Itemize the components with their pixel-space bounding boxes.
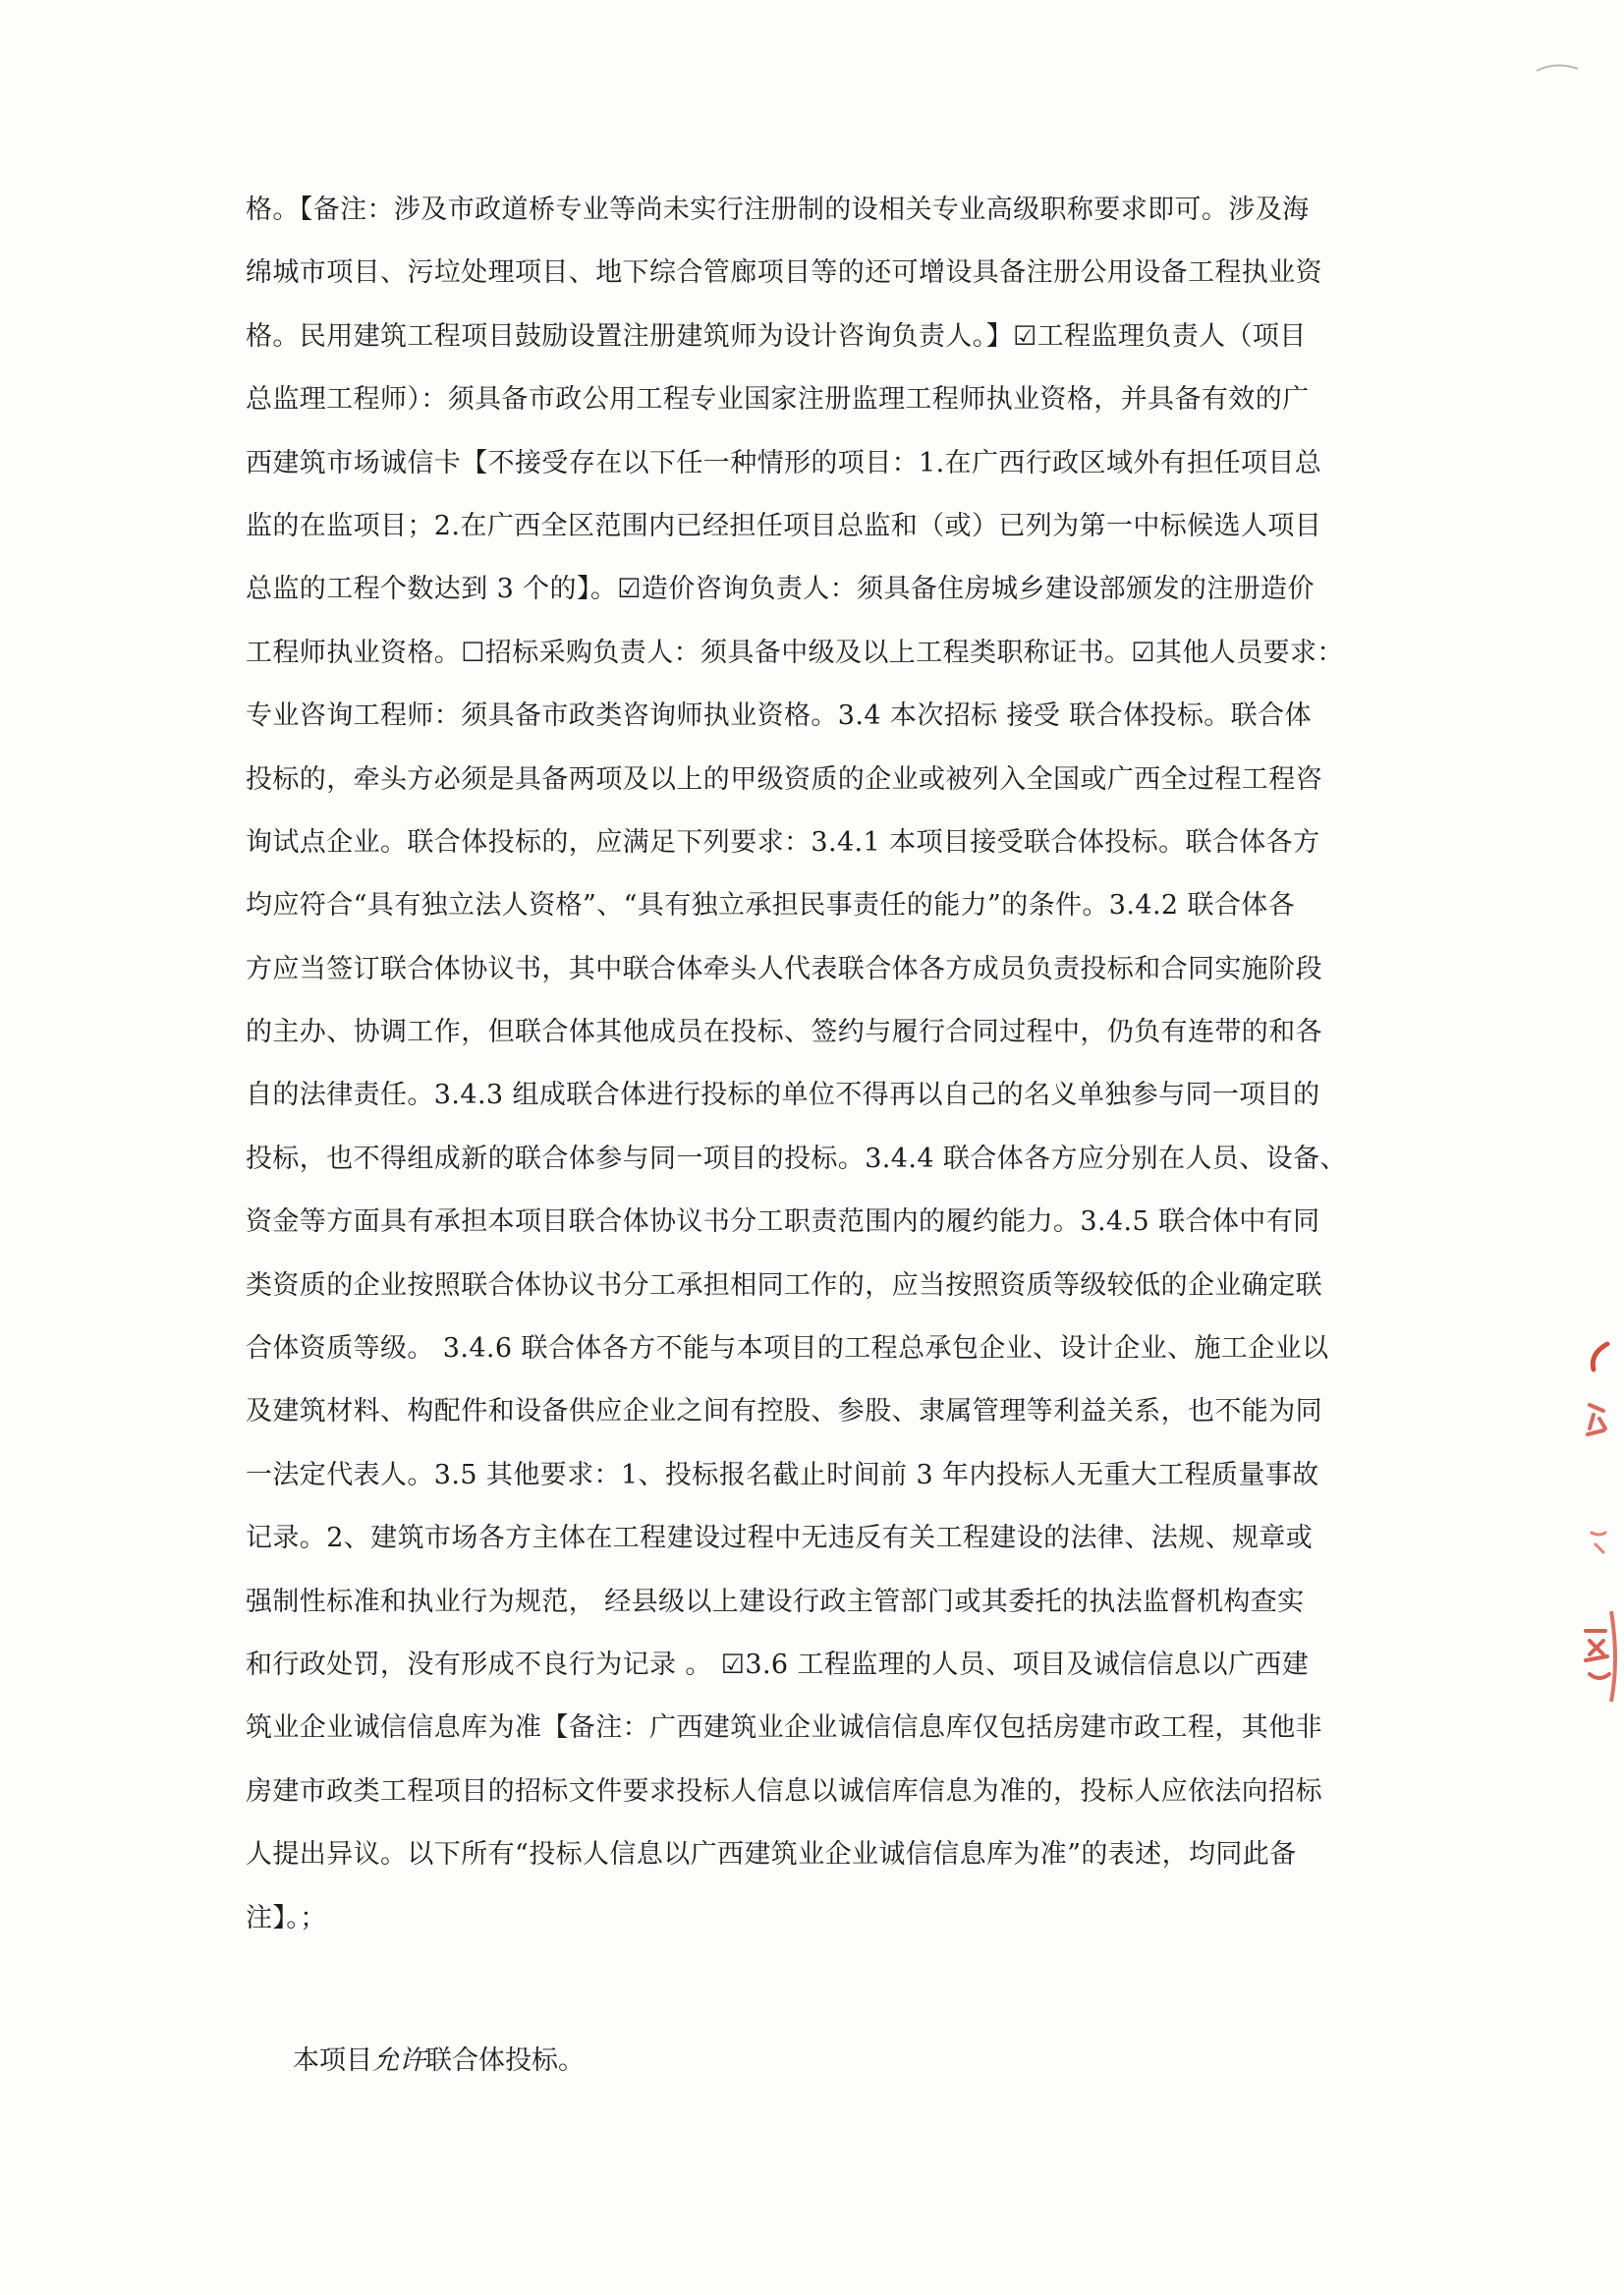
body-line-20: 及建筑材料、构配件和设备供应企业之间有控股、参股、隶属管理等利益关系，也不能为同 [246,1396,1322,1427]
body-line-3: 格。民用建筑工程项目鼓励设置注册建筑师为设计咨询负责人。】☑工程监理负责人（项目 [246,320,1307,352]
body-line-13: 方应当签订联合体协议书，其中联合体牵头人代表联合体各方成员负责投标和合同实施阶段 [246,953,1322,984]
note-prefix: 本项目 [293,2045,372,2076]
red-seal-stamp-edge [1560,1336,1619,1709]
joint-bid-note [293,2042,585,2081]
body-line-12: 均应符合“具有独立法人资格”、“具有独立承担民事责任的能力”的条件。3.4.2 联合体各 [246,890,1296,922]
body-line-10: 投标的，牵头方必须是具备两项及以上的甲级资质的企业或被列入全国或广西全过程工程咨 [246,763,1322,795]
body-line-8: 工程师执业资格。☐招标采购负责人：须具备中级及以上工程类职称证书。☑其他人员要求： [246,637,1344,668]
body-line-21: 一法定代表人。3.5 其他要求：1、投标报名截止时间前 3 年内投标人无重大工程质量事故 [246,1459,1319,1490]
note-suffix: 联合体投标。 [425,2045,585,2076]
body-line-18: 类资质的企业按照联合体协议书分工承担相同工作的，应当按照资质等级较低的企业确定联 [246,1269,1322,1301]
body-line-22: 记录。2、建筑市场各方主体在工程建设过程中无违反有关工程建设的法律、法规、规章或 [246,1523,1314,1554]
body-line-26: 房建市政类工程项目的招标文件要求投标人信息以诚信库信息为准的，投标人应依法向招标 [246,1775,1322,1807]
seal-stamp-icon [1560,1336,1619,1709]
body-line-5: 西建筑市场诚信卡【不接受存在以下任一种情形的项目：1.在广西行政区域外有担任项目总 [246,447,1322,478]
body-line-15: 自的法律责任。3.4.3 组成联合体进行投标的单位不得再以自己的名义单独参与同一项目的 [246,1080,1320,1111]
body-line-7: 总监的工程个数达到 3 个的】。☑造价咨询负责人：须具备住房城乡建设部颁发的注册造价 [246,574,1315,605]
body-line-24: 和行政处罚，没有形成不良行为记录 。 ☑3.6 工程监理的人员、项目及诚信信息以广西建 [246,1649,1310,1680]
body-line-23: 强制性标准和执业行为规范， 经县级以上建设行政主管部门或其委托的执法监督机构查实 [246,1586,1305,1617]
body-line-1: 格。【备注：涉及市政道桥专业等尚未实行注册制的设相关专业高级职称要求即可。涉及海 [246,195,1310,225]
body-line-19: 合体资质等级。 3.4.6 联合体各方不能与本项目的工程总承包企业、设计企业、施工企业以 [246,1333,1329,1365]
body-line-2: 绵城市项目、污垃处理项目、地下综合管廊项目等的还可增设具备注册公用设备工程执业资 [246,257,1322,289]
body-line-25: 筑业企业诚信信息库为准【备注：广西建筑业企业诚信信息库仅包括房建市政工程，其他非 [246,1712,1322,1744]
body-line-11: 询试点企业。联合体投标的，应满足下列要求：3.4.1 本项目接受联合体投标。联合体各方 [246,826,1320,858]
body-line-27: 人提出异议。以下所有“投标人信息以广西建筑业企业诚信信息库为准”的表述，均同此备 [246,1839,1297,1871]
body-line-6: 监的在监项目；2.在广西全区范围内已经担任项目总监和（或）已列为第一中标候选人项目 [246,510,1322,541]
body-line-14: 的主办、协调工作，但联合体其他成员在投标、签约与履行合同过程中，仍负有连带的和各 [246,1017,1322,1048]
note-emphasis: 允许 [372,2045,425,2076]
body-line-16: 投标，也不得组成新的联合体参与同一项目的投标。3.4.4 联合体各方应分别在人员、设备、 [246,1143,1347,1174]
body-line-28: 注】。； [246,1902,327,1933]
document-body [246,179,1366,1950]
body-line-4: 总监理工程师）：须具备市政公用工程专业国家注册监理工程师执业资格，并具备有效的广 [246,384,1310,416]
body-line-9: 专业咨询工程师：须具备市政类咨询师执业资格。3.4 本次招标 接受 联合体投标。联合体 [246,700,1312,732]
body-line-17: 资金等方面具有承担本项目联合体协议书分工职责范围内的履约能力。3.4.5 联合体中有同 [246,1206,1320,1238]
scan-mark-icon [1533,59,1582,79]
